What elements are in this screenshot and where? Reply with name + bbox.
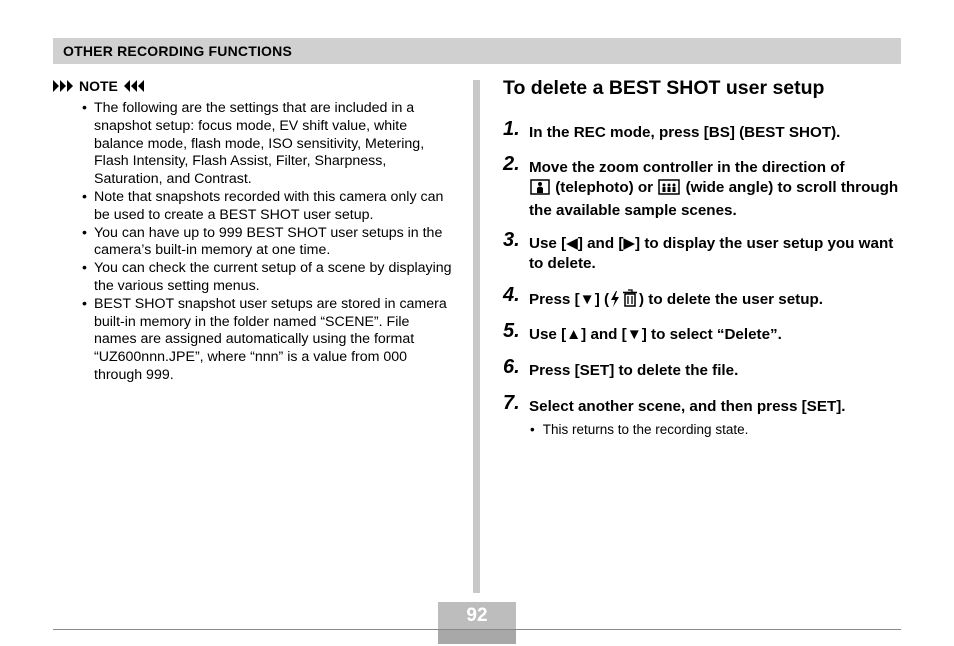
note-label: NOTE xyxy=(79,78,118,94)
step-4-text-part2: ) to delete the user setup. xyxy=(639,291,824,308)
step-4-text-part1: Press [▼] ( xyxy=(529,291,610,308)
header-title: OTHER RECORDING FUNCTIONS xyxy=(63,43,292,59)
step-2-text-part1: Move the zoom controller in the direction of xyxy=(529,159,845,176)
step-number: 5. xyxy=(503,320,520,342)
header-bar xyxy=(53,38,901,64)
step-4 xyxy=(503,284,903,313)
step-2 xyxy=(503,153,903,221)
note-item: • You can have up to 999 BEST SHOT user setups in the camera’s built-in memory at one time. xyxy=(82,225,454,261)
telephoto-icon xyxy=(530,179,550,201)
flash-icon xyxy=(610,291,620,313)
trash-icon xyxy=(622,289,638,313)
step-text: Use [◀] and [▶] to display the user setup you want to delete. xyxy=(529,235,894,272)
note-item: • The following are the settings that are included in a snapshot setup: focus mode, EV shift value, white balance mode, flash mode, ISO sensitivity, Metering, Flash Intensity, Flash Assist, Filter, Sharpness, Saturation, and Contrast. xyxy=(82,100,454,189)
note-arrows-left-icon xyxy=(122,80,144,92)
step-number: 3. xyxy=(503,229,520,251)
note-item: • You can check the current setup of a scene by displaying the various setting menus. xyxy=(82,260,454,296)
page-number-band xyxy=(438,629,516,644)
step-3 xyxy=(503,229,903,274)
page-number-box xyxy=(438,602,516,644)
step-number: 1. xyxy=(503,118,520,140)
step-text xyxy=(529,289,903,313)
wide-angle-icon xyxy=(658,179,680,201)
step-text: Select another scene, and then press [SET]. xyxy=(529,398,846,415)
note-heading xyxy=(53,78,144,94)
footer-line xyxy=(53,629,901,630)
step-number: 7. xyxy=(503,392,520,414)
note-arrows-right-icon xyxy=(53,80,75,92)
step-number: 4. xyxy=(503,284,520,306)
column-divider xyxy=(473,80,480,593)
step-text xyxy=(529,158,903,221)
step-text: Use [▲] and [▼] to select “Delete”. xyxy=(529,326,782,343)
step-number: 2. xyxy=(503,153,520,175)
note-item: • BEST SHOT snapshot user setups are stored in camera built-in memory in the folder named “SCENE”. File names are assigned automatically using the format “UZ600nnn.JPE”, where “nnn” is a value from 000 through 999. xyxy=(82,296,454,385)
step-text: In the REC mode, press [BS] (BEST SHOT). xyxy=(529,124,841,141)
step-number: 6. xyxy=(503,356,520,378)
step-1 xyxy=(503,118,903,143)
step-5 xyxy=(503,320,903,345)
note-list xyxy=(82,100,454,385)
step-7 xyxy=(503,392,903,417)
note-item: • Note that snapshots recorded with this camera only can be used to create a BEST SHOT user setup. xyxy=(82,189,454,225)
page-number: 92 xyxy=(466,605,488,626)
step-7-note: • This returns to the recording state. xyxy=(530,422,748,437)
step-text: Press [SET] to delete the file. xyxy=(529,362,739,379)
step-6 xyxy=(503,356,903,381)
section-title: To delete a BEST SHOT user setup xyxy=(503,77,825,99)
step-2-text-part3: (wide angle) to scroll through the available sample scenes. xyxy=(529,179,899,219)
step-2-text-part2: (telephoto) or xyxy=(555,179,654,196)
